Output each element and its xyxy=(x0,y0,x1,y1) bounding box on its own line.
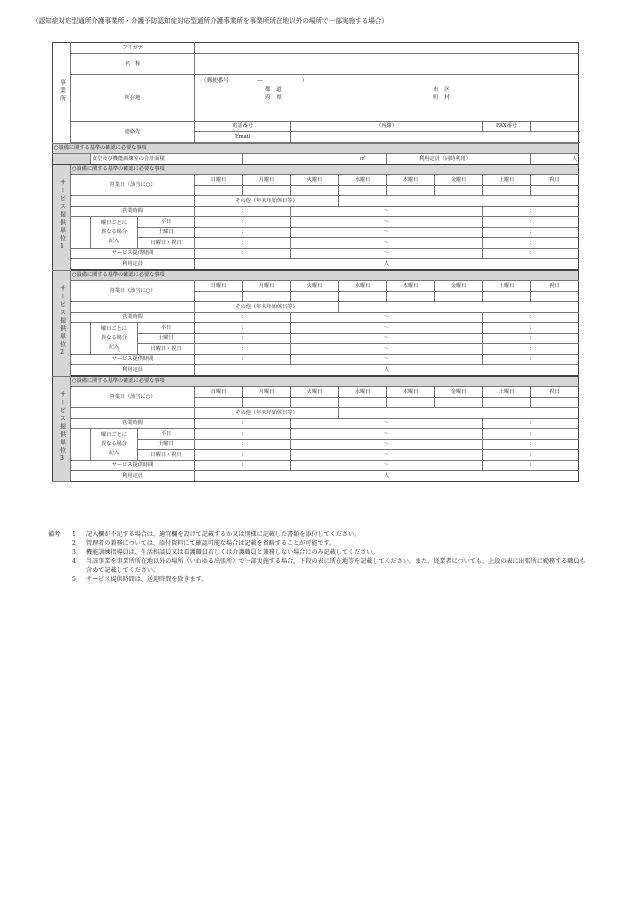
colon: : xyxy=(529,250,532,257)
tilde-cell xyxy=(291,312,483,323)
unit-capacity-unit: 人 xyxy=(383,260,390,267)
colon: : xyxy=(529,239,532,246)
tilde: ～ xyxy=(383,208,390,215)
day-header: 祝日 xyxy=(531,175,579,186)
day-cell[interactable] xyxy=(243,291,291,302)
colon: : xyxy=(529,218,532,225)
colon: : xyxy=(241,451,244,458)
tilde: ～ xyxy=(383,229,390,236)
note-item xyxy=(72,548,588,557)
colon: : xyxy=(529,430,532,437)
start-time-field[interactable] xyxy=(195,333,291,344)
tilde: ～ xyxy=(383,356,390,363)
day-header-row xyxy=(53,175,579,186)
tilde: ～ xyxy=(383,335,390,342)
start-time-field[interactable] xyxy=(195,248,291,259)
other-label: その他（年末年始休日等） xyxy=(195,196,339,207)
day-header: 木曜日 xyxy=(387,175,435,186)
colon: : xyxy=(241,356,244,363)
service-units xyxy=(53,164,579,482)
end-time-field[interactable] xyxy=(483,344,579,355)
colon: : xyxy=(241,420,244,427)
tilde-cell xyxy=(291,450,483,461)
start-time-field[interactable] xyxy=(195,206,291,217)
tilde: ～ xyxy=(383,250,390,257)
day-cell[interactable] xyxy=(483,397,531,408)
end-time-field[interactable] xyxy=(483,312,579,323)
day-header: 日曜日 xyxy=(195,281,243,292)
start-time-field[interactable] xyxy=(195,418,291,429)
day-cell[interactable] xyxy=(531,291,579,302)
colon: : xyxy=(241,324,244,331)
day-header: 土曜日 xyxy=(483,175,531,186)
day-header: 日曜日 xyxy=(195,175,243,186)
day-header: 火曜日 xyxy=(291,281,339,292)
unit-side-label xyxy=(53,270,71,376)
day-cell[interactable] xyxy=(243,397,291,408)
unit-heading: ○設備に関する基準の確認に必要な事項 xyxy=(71,164,579,175)
tilde: ～ xyxy=(383,462,390,469)
tilde-cell xyxy=(291,227,483,238)
day-cell[interactable] xyxy=(195,185,243,196)
email-field[interactable] xyxy=(291,132,579,143)
phone-field[interactable] xyxy=(291,121,483,132)
other-label: その他（年末年始休日等） xyxy=(195,408,339,419)
start-time-field[interactable] xyxy=(195,227,291,238)
weekday-label: 平日 xyxy=(138,429,195,440)
service-time-label: サービス提供時間 xyxy=(71,460,195,471)
unit-capacity-label: 利用定員 xyxy=(71,365,195,376)
day-cell[interactable] xyxy=(387,291,435,302)
note-item xyxy=(72,539,588,548)
tilde-cell xyxy=(291,206,483,217)
day-header: 木曜日 xyxy=(387,281,435,292)
day-header: 月曜日 xyxy=(243,281,291,292)
unit-heading: ○設備に関する基準の確認に必要な事項 xyxy=(71,270,579,281)
end-time-field[interactable] xyxy=(483,418,579,429)
day-header: 土曜日 xyxy=(483,387,531,398)
tilde-cell xyxy=(291,344,483,355)
tilde-cell xyxy=(291,248,483,259)
notes-section xyxy=(48,530,588,584)
tilde: ～ xyxy=(383,324,390,331)
hours-row xyxy=(53,206,579,217)
hours-label: 営業時間 xyxy=(71,312,195,323)
unit-heading-row xyxy=(53,270,579,281)
furigana-field[interactable] xyxy=(195,43,579,54)
unit-heading-row xyxy=(53,376,579,387)
day-header: 金曜日 xyxy=(435,281,483,292)
end-time-field[interactable] xyxy=(483,354,579,365)
unit-capacity-label: 利用定員 xyxy=(71,471,195,482)
note-text: 記入欄が不足する場合は、適宜欄を設けて記載するか又は別様に記載した書類を添付してください。 xyxy=(86,531,361,538)
weekday-label: 平日 xyxy=(138,323,195,334)
colon: : xyxy=(529,345,532,352)
tilde-cell xyxy=(291,323,483,334)
colon: : xyxy=(529,314,532,321)
saturday-label: 土曜日 xyxy=(138,439,195,450)
day-cell[interactable] xyxy=(483,291,531,302)
shiku-label: 市 区 xyxy=(433,86,450,93)
vary-label: 曜日ごとに 異なる場合 記入 xyxy=(91,323,138,355)
extension-label: （内線） xyxy=(376,123,397,130)
vary-label: 曜日ごとに 異なる場合 記入 xyxy=(91,429,138,461)
end-time-field[interactable] xyxy=(483,450,579,461)
holiday-label: 日曜日・祝日 xyxy=(138,238,195,249)
colon: : xyxy=(529,229,532,236)
notes-label: 備考 xyxy=(48,531,61,538)
day-cell[interactable] xyxy=(483,185,531,196)
colon: : xyxy=(241,314,244,321)
colon: : xyxy=(529,462,532,469)
day-header: 日曜日 xyxy=(195,387,243,398)
other-row xyxy=(53,302,579,313)
hours-row xyxy=(53,418,579,429)
other-label: その他（年末年始休日等） xyxy=(195,302,339,313)
day-cell[interactable] xyxy=(243,185,291,196)
end-time-field[interactable] xyxy=(483,429,579,440)
start-time-field[interactable] xyxy=(195,344,291,355)
tilde-cell xyxy=(291,333,483,344)
note-text: サービス提供時間は、送迎時間を除きます。 xyxy=(86,576,208,583)
phone-label: 電話番号 xyxy=(195,121,291,132)
note-number: 2 xyxy=(72,540,76,547)
holiday-label: 日曜日・祝日 xyxy=(138,344,195,355)
note-number: 1 xyxy=(72,531,76,538)
note-item xyxy=(72,530,588,539)
tilde: ～ xyxy=(383,239,390,246)
area-label: 食堂及び機能訓練室の合計面積 xyxy=(91,154,243,165)
note-item xyxy=(72,575,588,584)
tilde-cell xyxy=(291,217,483,228)
address-label: 所在地 xyxy=(71,74,195,121)
start-time-field[interactable] xyxy=(195,323,291,334)
tilde-cell xyxy=(291,418,483,429)
day-cell[interactable] xyxy=(291,291,339,302)
name-field[interactable] xyxy=(195,53,579,74)
colon: : xyxy=(241,229,244,236)
day-header: 火曜日 xyxy=(291,175,339,186)
saturday-label: 土曜日 xyxy=(138,227,195,238)
tilde-cell xyxy=(291,238,483,249)
day-cell[interactable] xyxy=(387,397,435,408)
colon: : xyxy=(241,462,244,469)
day-header-row xyxy=(53,281,579,292)
vary-label: 曜日ごとに 異なる場合 記入 xyxy=(91,217,138,249)
note-text: 管理者の兼務については、添付資料にて確認可能な場合は記載を省略することが可能です。 xyxy=(86,540,336,547)
unit-side-label xyxy=(53,164,71,270)
tilde: ～ xyxy=(383,218,390,225)
other-row xyxy=(53,408,579,419)
form-table xyxy=(52,42,579,482)
day-header: 月曜日 xyxy=(243,175,291,186)
end-time-field[interactable] xyxy=(483,238,579,249)
start-time-field[interactable] xyxy=(195,312,291,323)
start-time-field[interactable] xyxy=(195,450,291,461)
business-days-label: 営業日（該当に○） xyxy=(71,281,195,302)
tilde: ～ xyxy=(383,420,390,427)
form-header: （認知症対応型通所介護事業所・介護予防認知症対応型通所介護事業所を事業所所在地以外の場所で一部実施する場合） xyxy=(32,17,389,25)
end-time-field[interactable] xyxy=(483,217,579,228)
unit-capacity-unit: 人 xyxy=(383,472,390,479)
service-time-row xyxy=(53,354,579,365)
day-header: 水曜日 xyxy=(339,281,387,292)
unit-capacity-label: 利用定員 xyxy=(71,259,195,270)
note-number: 3 xyxy=(72,549,76,556)
note-text: 機能訓練指導員は、生活相談員又は看護職員若しくは介護職員と兼務しない場合にのみ記載してください。 xyxy=(86,549,379,556)
note-number: 4 xyxy=(72,558,76,565)
other-field[interactable] xyxy=(339,302,579,313)
colon: : xyxy=(241,345,244,352)
colon: : xyxy=(529,451,532,458)
day-cell[interactable] xyxy=(195,397,243,408)
colon: : xyxy=(241,208,244,215)
colon: : xyxy=(529,335,532,342)
area-field[interactable] xyxy=(243,154,387,165)
day-cell[interactable] xyxy=(291,185,339,196)
fax-field[interactable] xyxy=(531,121,579,132)
unit-capacity-row xyxy=(53,471,579,482)
capacity-field[interactable] xyxy=(531,154,579,165)
colon: : xyxy=(529,324,532,331)
day-cell[interactable] xyxy=(195,291,243,302)
service-time-row xyxy=(53,460,579,471)
holiday-label: 日曜日・祝日 xyxy=(138,450,195,461)
day-header: 金曜日 xyxy=(435,387,483,398)
name-label: 名 称 xyxy=(71,53,195,74)
end-time-field[interactable] xyxy=(483,248,579,259)
colon: : xyxy=(241,239,244,246)
unit-heading: ○設備に関する基準の確認に必要な事項 xyxy=(71,376,579,387)
unit-heading-row xyxy=(53,164,579,175)
unit-side-label xyxy=(53,376,71,482)
day-cell[interactable] xyxy=(339,291,387,302)
unit-capacity-field[interactable] xyxy=(195,365,579,376)
note-text: 当該事業を事業所所在地以外の場所（いわゆる出張所）で一部実施する場合、下段の表に所在地等を記載してください。また、従業者についても、上段の表に出張所に勤務する職員も含めて記載してください。 xyxy=(86,558,586,574)
postal-code: （郵便番号 ― ） xyxy=(201,77,308,84)
colon: : xyxy=(241,250,244,257)
tilde-cell xyxy=(291,354,483,365)
unit-capacity-field[interactable] xyxy=(195,259,579,270)
tilde: ～ xyxy=(383,314,390,321)
end-time-field[interactable] xyxy=(483,227,579,238)
note-item xyxy=(72,557,588,575)
facility-heading: ○設備に関する基準の確認に必要な事項 xyxy=(53,143,579,154)
day-header: 土曜日 xyxy=(483,281,531,292)
fuken-label: 府 県 xyxy=(265,94,282,101)
service-time-row xyxy=(53,248,579,259)
day-header: 祝日 xyxy=(531,387,579,398)
other-row xyxy=(53,196,579,207)
hours-row xyxy=(53,312,579,323)
day-cell[interactable] xyxy=(531,185,579,196)
colon: : xyxy=(241,335,244,342)
start-time-field[interactable] xyxy=(195,354,291,365)
tilde: ～ xyxy=(383,430,390,437)
capacity-label: 利用定員（同時利用） xyxy=(387,154,531,165)
unit-capacity-field[interactable] xyxy=(195,471,579,482)
day-header: 火曜日 xyxy=(291,387,339,398)
furigana-label: フリガナ xyxy=(71,43,195,54)
other-field[interactable] xyxy=(339,196,579,207)
day-cell[interactable] xyxy=(435,291,483,302)
service-time-label: サービス提供時間 xyxy=(71,354,195,365)
day-cell[interactable] xyxy=(339,185,387,196)
weekday-label: 平日 xyxy=(138,217,195,228)
colon: : xyxy=(529,441,532,448)
colon: : xyxy=(241,430,244,437)
unit-label: サービス提供単位3 xyxy=(58,390,66,464)
colon: : xyxy=(241,441,244,448)
end-time-field[interactable] xyxy=(483,333,579,344)
unit-label: サービス提供単位1 xyxy=(58,179,66,252)
weekday-row xyxy=(53,429,579,440)
tilde: ～ xyxy=(383,451,390,458)
business-days-label: 営業日（該当に○） xyxy=(71,387,195,408)
tilde-cell xyxy=(291,460,483,471)
day-cell[interactable] xyxy=(387,185,435,196)
unit-label: サービス提供単位2 xyxy=(58,285,66,358)
area-unit: ㎡ xyxy=(360,155,366,162)
day-cell[interactable] xyxy=(339,397,387,408)
tilde-cell xyxy=(291,429,483,440)
end-time-field[interactable] xyxy=(483,323,579,334)
end-time-field[interactable] xyxy=(483,439,579,450)
address-field[interactable] xyxy=(195,74,579,121)
start-time-field[interactable] xyxy=(195,217,291,228)
weekday-row xyxy=(53,217,579,228)
colon: : xyxy=(241,218,244,225)
day-header: 月曜日 xyxy=(243,387,291,398)
email-label: Email xyxy=(195,132,291,143)
unit-capacity-row xyxy=(53,365,579,376)
colon: : xyxy=(529,420,532,427)
day-header: 祝日 xyxy=(531,281,579,292)
unit-capacity-unit: 人 xyxy=(383,366,390,373)
day-header: 木曜日 xyxy=(387,387,435,398)
todo-label: 都 道 xyxy=(265,86,282,93)
office-side-label: 事業所 xyxy=(58,79,66,104)
colon: : xyxy=(529,208,532,215)
day-header-row xyxy=(53,387,579,398)
saturday-label: 土曜日 xyxy=(138,333,195,344)
contact-label: 連絡先 xyxy=(71,121,195,142)
weekday-row xyxy=(53,323,579,334)
business-days-label: 営業日（該当に○） xyxy=(71,175,195,196)
other-field[interactable] xyxy=(339,408,579,419)
day-header: 水曜日 xyxy=(339,387,387,398)
day-cell[interactable] xyxy=(531,397,579,408)
application-form xyxy=(52,42,579,482)
chouson-label: 町 村 xyxy=(433,94,450,101)
tilde: ～ xyxy=(383,345,390,352)
tilde-cell xyxy=(291,439,483,450)
day-cell[interactable] xyxy=(291,397,339,408)
tilde: ～ xyxy=(383,441,390,448)
hours-label: 営業時間 xyxy=(71,418,195,429)
colon: : xyxy=(529,356,532,363)
end-time-field[interactable] xyxy=(483,206,579,217)
start-time-field[interactable] xyxy=(195,439,291,450)
capacity-unit: 人 xyxy=(571,155,578,162)
start-time-field[interactable] xyxy=(195,238,291,249)
day-header: 金曜日 xyxy=(435,175,483,186)
note-number: 5 xyxy=(72,576,76,583)
start-time-field[interactable] xyxy=(195,429,291,440)
day-cell[interactable] xyxy=(435,397,483,408)
unit-capacity-row xyxy=(53,259,579,270)
hours-label: 営業時間 xyxy=(71,206,195,217)
service-time-label: サービス提供時間 xyxy=(71,248,195,259)
end-time-field[interactable] xyxy=(483,460,579,471)
fax-label: FAX番号 xyxy=(483,121,531,132)
day-cell[interactable] xyxy=(435,185,483,196)
start-time-field[interactable] xyxy=(195,460,291,471)
day-header: 水曜日 xyxy=(339,175,387,186)
